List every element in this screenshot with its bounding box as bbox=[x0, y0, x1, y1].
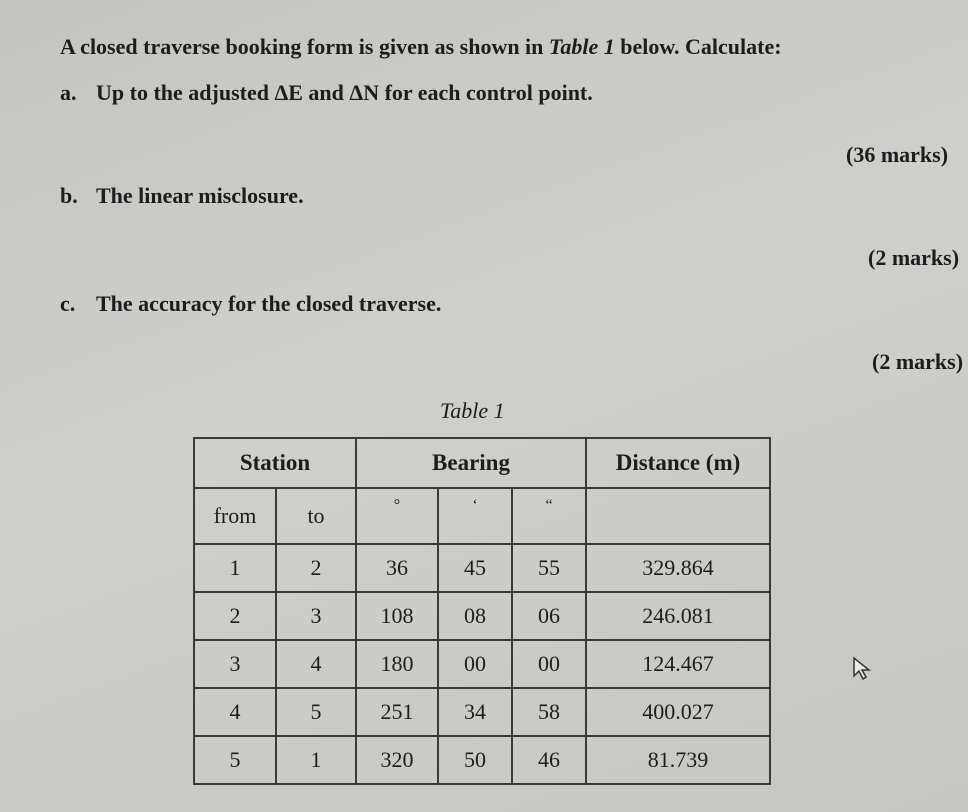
part-text: The accuracy for the closed traverse. bbox=[96, 291, 442, 316]
cell-to: 5 bbox=[276, 688, 356, 736]
cell-to: 4 bbox=[276, 640, 356, 688]
table-row bbox=[194, 592, 770, 640]
header-station: Station bbox=[194, 438, 356, 488]
marks-a: (36 marks) bbox=[846, 142, 949, 167]
cell-min: 08 bbox=[438, 592, 512, 640]
part-label: b. bbox=[60, 183, 78, 208]
table-row bbox=[194, 736, 770, 784]
cell-from: 2 bbox=[194, 592, 276, 640]
part-label: c. bbox=[60, 291, 76, 316]
cell-sec: 46 bbox=[512, 736, 586, 784]
question-part-c bbox=[60, 291, 441, 317]
part-text: The linear misclosure. bbox=[96, 183, 304, 208]
header-distance: Distance (m) bbox=[586, 438, 770, 488]
cell-from: 4 bbox=[194, 688, 276, 736]
subheader-from: from bbox=[194, 488, 276, 544]
cell-from: 5 bbox=[194, 736, 276, 784]
cell-deg: 108 bbox=[356, 592, 438, 640]
subheader-seconds: “ bbox=[512, 488, 586, 544]
cell-distance: 400.027 bbox=[586, 688, 770, 736]
cell-from: 1 bbox=[194, 544, 276, 592]
table-caption: Table 1 bbox=[440, 398, 505, 423]
cell-to: 1 bbox=[276, 736, 356, 784]
cell-deg: 251 bbox=[356, 688, 438, 736]
cell-sec: 55 bbox=[512, 544, 586, 592]
cell-min: 50 bbox=[438, 736, 512, 784]
table-row bbox=[194, 688, 770, 736]
cell-deg: 36 bbox=[356, 544, 438, 592]
question-intro bbox=[60, 34, 782, 60]
intro-suffix: below. Calculate: bbox=[614, 34, 782, 59]
marks-c: (2 marks) bbox=[872, 349, 964, 374]
table-reference: Table 1 bbox=[548, 34, 615, 59]
cell-sec: 00 bbox=[512, 640, 586, 688]
subheader-to: to bbox=[276, 488, 356, 544]
cell-deg: 320 bbox=[356, 736, 438, 784]
header-bearing: Bearing bbox=[356, 438, 586, 488]
question-part-b bbox=[60, 183, 304, 209]
cell-min: 00 bbox=[438, 640, 512, 688]
cell-from: 3 bbox=[194, 640, 276, 688]
marks-b: (2 marks) bbox=[868, 245, 960, 270]
subheader-blank bbox=[586, 488, 770, 544]
cell-distance: 124.467 bbox=[586, 640, 770, 688]
cell-min: 45 bbox=[438, 544, 512, 592]
cell-to: 2 bbox=[276, 544, 356, 592]
part-text: Up to the adjusted ΔE and ΔN for each control point. bbox=[96, 80, 593, 105]
subheader-degrees: ° bbox=[356, 488, 438, 544]
cell-deg: 180 bbox=[356, 640, 438, 688]
part-label: a. bbox=[60, 80, 77, 105]
question-part-a bbox=[60, 80, 593, 106]
cell-min: 34 bbox=[438, 688, 512, 736]
cell-distance: 329.864 bbox=[586, 544, 770, 592]
traverse-table bbox=[193, 437, 771, 785]
cell-sec: 58 bbox=[512, 688, 586, 736]
cell-distance: 246.081 bbox=[586, 592, 770, 640]
intro-text: A closed traverse booking form is given as shown in bbox=[60, 34, 549, 59]
cell-distance: 81.739 bbox=[586, 736, 770, 784]
table-row bbox=[194, 544, 770, 592]
cell-sec: 06 bbox=[512, 592, 586, 640]
table-row bbox=[194, 640, 770, 688]
mouse-pointer-icon bbox=[852, 656, 874, 687]
subheader-minutes: ‘ bbox=[438, 488, 512, 544]
cell-to: 3 bbox=[276, 592, 356, 640]
